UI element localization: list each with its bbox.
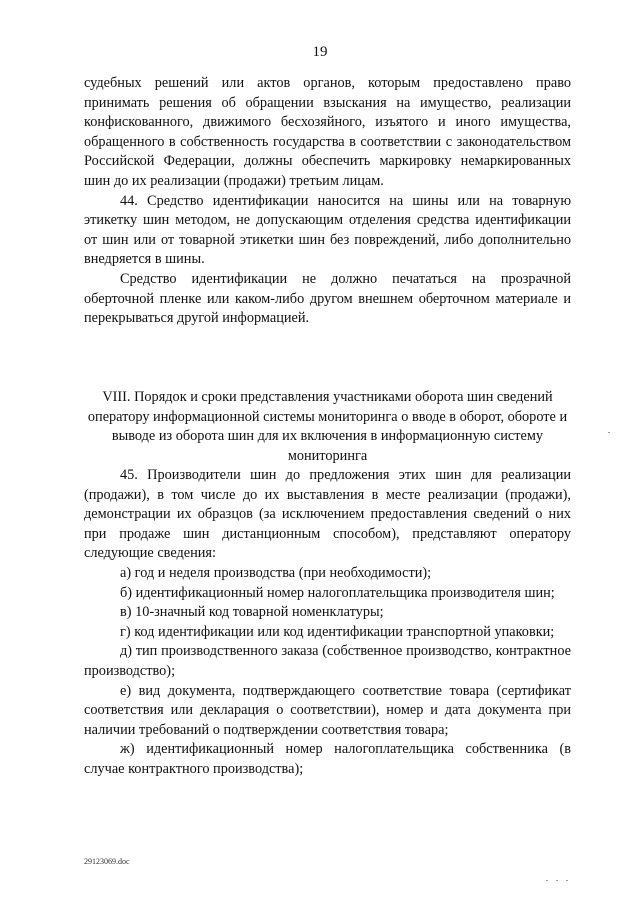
scan-speck [566, 880, 568, 881]
body-text-top [84, 74, 571, 329]
paragraph-continuation: судебных решений или актов органов, которым предоставлено право принимать решения об обращении взыскания на имущество, реализации конфискованного, движимого бесхозяйного, изъятого и иного имущества, обращенного в собственность государства в соответствии с законодательством Российской Федерации, должны обеспечить маркировку немаркированных шин до их реализации (продажи) третьим лицам. [84, 75, 571, 189]
paragraph-identification-means: Средство идентификации не должно печататься на прозрачной оберточной пленке или каком-либо другом внешнем оберточном материале и перекрываться другой информацией. [84, 270, 571, 327]
list-item-e: е) вид документа, подтверждающего соответствие товара (сертификат соответствия или декларация о соответствии), номер и дата документа при наличии требований о подтверждении соответствия товара; [84, 682, 571, 738]
scan-speck [556, 880, 558, 881]
list-item-zh: ж) идентификационный номер налогоплательщика собственника (в случае контрактного производства); [84, 741, 571, 777]
list-item-d: д) тип производственного заказа (собственное производство, контрактное производство); [84, 643, 571, 679]
footer-document-code: 29123069.doc [84, 857, 130, 866]
list-item-b: б) идентификационный номер налогоплательщика производителя шин; [120, 584, 555, 601]
body-text-bottom [84, 466, 571, 780]
paragraph-44: 44. Средство идентификации наносится на шины или на товарную этикетку шин методом, не допускающим отделения средства идентификации от шин или от товарной этикетки шин без повреждений, либо дополнительно внедряется в шины. [84, 192, 571, 268]
list-item-v: в) 10-значный код товарной номенклатуры; [120, 604, 384, 621]
list-item-g: г) код идентификации или код идентификации транспортной упаковки; [120, 623, 555, 640]
list-item-a: а) год и неделя производства (при необходимости); [120, 564, 432, 581]
paragraph-45: 45. Производители шин до предложения этих шин для реализации (продажи), в том числе до их выставления в месте реализации (продажи), демонстрации их образцов (за исключением предоставления сведений о них при продаже шин дистанционным способом), представляют оператору следующие сведения: [84, 467, 571, 562]
scan-speck [546, 880, 548, 881]
scan-speck [608, 432, 610, 433]
section-heading: VIII. Порядок и сроки представления участниками оборота шин сведений оператору информационной системы мониторинга о вводе в оборот, обороте и выводе из оборота шин для их включения в информационную систему мониторинга [87, 389, 568, 464]
page-number: 19 [312, 44, 328, 60]
